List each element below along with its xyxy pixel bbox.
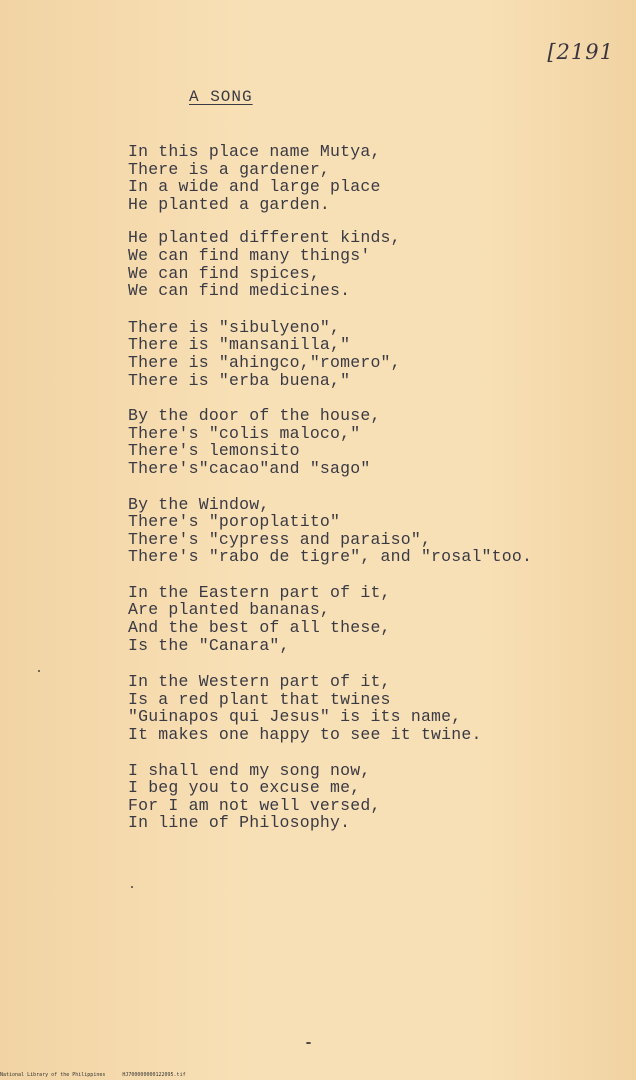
poem-line: There's"cacao"and "sago" [128, 458, 371, 478]
poem-line: It makes one happy to see it twine. [128, 725, 482, 745]
scan-footer [0, 1072, 200, 1078]
poem-line: Is a red plant that twines [128, 689, 391, 709]
footer-institution: National Library of the Philippines [0, 1072, 106, 1078]
archive-number: [2191 [547, 40, 614, 64]
poem-line: There is "ahingco,"romero", [128, 352, 401, 372]
stanza [128, 319, 598, 389]
stanza [128, 407, 598, 477]
page-title: A SONG [189, 88, 253, 106]
poem-line: In line of Philosophy. [128, 813, 351, 833]
poem-line: He planted different kinds, [128, 228, 401, 248]
poem-line: There's lemonsito [128, 441, 300, 461]
stanza [128, 143, 598, 213]
poem-line: We can find medicines. [128, 281, 351, 301]
stanza [128, 673, 598, 743]
poem-line: There is "sibulyeno", [128, 317, 341, 337]
stanza [128, 229, 598, 299]
poem-line: There's "rabo de tigre", and "rosal"too. [128, 547, 533, 567]
poem-line: We can find many things' [128, 245, 371, 265]
paper-speck [131, 886, 133, 888]
poem-line: I shall end my song now, [128, 760, 371, 780]
poem-line: There is "mansanilla," [128, 335, 351, 355]
stanza [128, 584, 598, 654]
poem-line: In a wide and large place [128, 177, 381, 197]
poem-line: There is "erba buena," [128, 370, 351, 390]
poem-line: Is the "Canara", [128, 635, 290, 655]
poem-line: In the Western part of it, [128, 672, 391, 692]
poem-line: And the best of all these, [128, 618, 391, 638]
poem-line: There's "colis maloco," [128, 423, 361, 443]
footer-file-id: HJ700000000122095.tif [122, 1072, 186, 1078]
poem-line: "Guinapos qui Jesus" is its name, [128, 707, 462, 727]
stanza [128, 496, 598, 566]
poem-line: In this place name Mutya, [128, 142, 381, 161]
paper-speck [38, 670, 40, 672]
poem-line: In the Eastern part of it, [128, 582, 391, 602]
poem-line: There's "cypress and paraiso", [128, 529, 432, 549]
poem-body [128, 143, 598, 832]
poem-line: For I am not well versed, [128, 795, 381, 815]
poem-line: By the door of the house, [128, 406, 381, 426]
poem-line: I beg you to excuse me, [128, 778, 361, 798]
stanza [128, 762, 598, 832]
poem-line: There's "poroplatito" [128, 512, 341, 532]
poem-line: We can find spices, [128, 263, 320, 283]
paper-speck [306, 1042, 311, 1044]
poem-line: There is a gardener, [128, 159, 331, 179]
poem-line: By the Window, [128, 494, 270, 514]
poem-line: He planted a garden. [128, 194, 331, 214]
poem-line: Are planted bananas, [128, 600, 331, 620]
